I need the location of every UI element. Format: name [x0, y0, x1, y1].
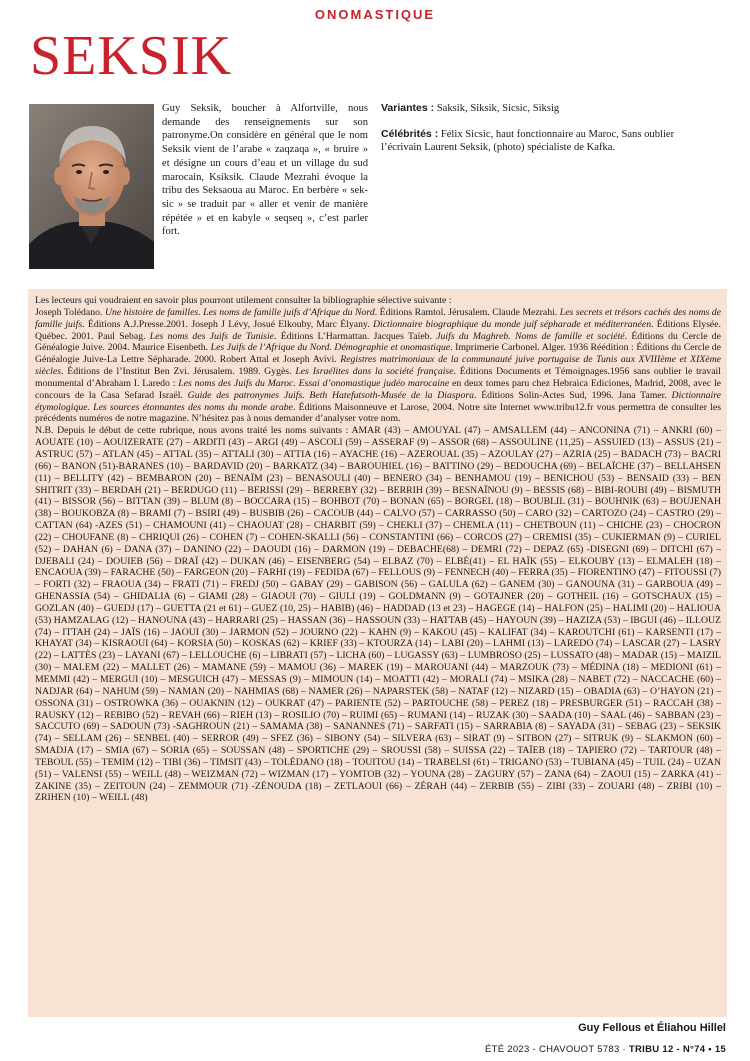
bib-title: Les secrets et trésors cachés des noms de famille juifs [35, 306, 722, 330]
bib-text: . Éditions Documents et Témoignages.1956 sans oublier le travail monumental d’Abraham I. Laredo : [35, 366, 721, 389]
bib-text: en deux tomes paru chez Hebraica Ediciones, Madrid, 2008, avec le concours de la Casa Sefarad Israël. [35, 377, 721, 401]
variants-line [381, 102, 716, 116]
bib-text: . Éditions L’Harmattan. Jacques Taïeb. [274, 330, 437, 342]
bib-title: Dictionnaire étymologique. Les sources étonnantes des noms du monde arabe [35, 389, 721, 413]
footer-magazine: TRIBU 12 - N°74 • 15 [628, 1044, 726, 1055]
celebrities-text: Félix Sicsic, haut fonctionnaire au Maroc, Sans oublier l’écrivain Laurent Seksik, (photo) spécialiste de Kafka. [381, 128, 675, 154]
bib-text: Joseph Tolédano. [35, 306, 105, 318]
bib-title: Les noms des Juifs de Tunisie [149, 330, 274, 342]
info-column [381, 102, 716, 167]
bib-text: . Éditions de l’Institut Ben Zvi. Jérusalem. 1989. Gygès. [61, 366, 296, 378]
bib-text: . Éditions Maisonneuve et Larose, 2004. Notre site Internet www.tribu12.fr vous permettra de consulter les précédents numéros de notre magazine. N’hésitez pas à nous demander d’analyser votre nom. [35, 401, 722, 425]
bib-text: . Éditions du Cercle de Généalogie Juive. 2004. Maurice Eisenbeth. [35, 330, 721, 354]
variants-label: Variantes : [381, 102, 435, 114]
section-kicker: ONOMASTIQUE [314, 7, 436, 22]
page-footer [485, 1044, 726, 1055]
bib-title: Les Juifs de l’Afrique du Nord. Démographie et onomastique [210, 342, 451, 354]
bib-title: Les noms des Juifs du Maroc. Essai d’onomastique judéo marocaine [178, 377, 450, 389]
portrait-photo [29, 104, 154, 269]
bib-text: . Éditions Elysée. Québec. 2001. Paul Sebag. [35, 318, 721, 342]
bib-title: Une histoire de familles. Les noms de famille juifs d’Afrique du Nord [104, 306, 375, 318]
bib-title: Les Israélites dans la société française [295, 366, 454, 378]
treated-names-list: N.B. Depuis le début de cette rubrique, nous avons traité les noms suivants : AMAR (43) – AMOUYAL (47) – AMSALLEM (44) – ANCONINA (71) – ANKRI (60) – AOUATE (10) – AOUIZERATE (27) – ARDITI (43) – ARGI (49) – ASCOLI (59) – ASSERAF (9) – ASSOR (68) – ASSOULINE (11,25) – ASSUIED (13) – ASSUS (21) – ASTRUC (57) – ATLAN (45) – ATTAL (35) – ATTALI (30) – ATTIA (16) – AYACHE (16) – AZEROUAL (35) – AZOULAY (27) – AZRIA (25) – BADACH (73) – BACRI (66) – BANON (51)-BARANES (10) – BARDAVID (20) – BARKATZ (34) – BAROUHIEL (16) – BATTINO (29) – BEDOUCHA (69) – BELAÏCHE (37) – BELLAHSEN (11) – BELLITY (42) – BEMBARON (20) – BENAÏM (23) – BENASOULI (40) – BENERO (34) – BENHAMOU (19) – BENICHOU (53) – BENSAID (33) – BEN SHITRIT (33) – BERDAH (21) – BERDUGO (11) – BERISSI (29) – BERREBY (32) – BERRIH (39) – BESNAÏNOU (9) – BESSIS (68) – BIBI-ROUBI (49) – BISMUTH (41) – BISSOR (56) – BITTAN (39) – BLUM (8) – BOCCARA (15) – BOHBOT (70) – BONAN (65) – BORGEL (18) – BOUBLIL (31) – BOUHNIK (63) – BOUJENAH (38) – BOUKOBZA (8) – BRAMI (7) – BSIRI (49) – BUSBIB (26) – CACOUB (44) – CALVO (57) – CARRASSO (50) – CARO (32) – CARTOZO (24) – CASTRO (29) – CATTAN (64) -AZES (51) – CHAMOUNI (41) – CHAOUAT (28) – CHARBIT (59) – CHEKLI (37) – CHEMLA (11) – CHETBOUN (11) – CHICHE (23) – CHOCRON (22) – CHOUFANE (8) – CHRIQUI (26) – COHEN (7) – COHEN-SKALLI (56) – CONSTANTINI (66) – CORCOS (27) – CREMISI (35) – CUKIERMAN (9) – CURIEL (52) – DAHAN (6) – DANA (37) – DANINO (22) – DAOUDI (16) – DARMON (19) – DEBACHE(68) – DEMRI (72) – DEPAZ (65) -DISEGNI (69) – DITCHI (67) – DJEBALI (24) – DOUIEB (56) – DRAÏ (42) – DUKAN (46) – EISENBERG (54) – ELBAZ (70) – ELBÉ(41) – EL HAÏK (55) – ELKOUBY (13) – ELMALEH (18) – ENCAOUA (39) – FARACHE (50) – FARGEON (20) – FARHI (19) – FEDIDA (67) – FELLOUS (9) – FENNECH (40) – FERRA (35) – FIORENTINO (47) – FITOUSSI (7) – FORTI (32) – FRAOUA (34) – FRATI (71) – FREDJ (50) – GABAY (29) – GABISON (56) – GALULA (62) – GANEM (30) – GANOUNA (31) – GARBOUA (49) – GHENASSIA (54) – GHIDALIA (6) – GIAMI (28) – GIAOUI (70) – GIULI (19) – GOLDMANN (9) – GOTAJNER (20) – GOTHEIL (16) – GOTSCHAUX (15) – GOZLAN (40) – GUEDJ (17) – GUETTA (21 et 61) – GUEZ (10, 25) – HABIB) (46) – HADDAD (13 et 23) – HAGEGE (14) – HALFON (25) – HALIMI (20) – HALIOUA (53) HAMZALAG (12) – HANOUNA (43) – HARRARI (25) – HASSAN (36) – HASSOUN (33) – HATTAB (45) – HAYOUN (39) – HAZIZA (53) – IBGUI (46) – ILLOUZ (74) – ITTAH (24) – JAÏS (16) – JAOUI (30) – JARMON (52) – JOURNO (22) – KAHN (9) – KAKOU (45) – KALIFAT (34) – KAROUTCHI (61) – KARSENTI (17) – KHAYAT (34) – KISRAOUI (64) – KORSIA (50) – KOSKAS (62) – KRIEF (33) – KTOURZA (14) – LABI (20) – LAHMI (13) – LAREDO (74) – LASCAR (27) – LASRY (22) – LATTÈS (23) – LAYANI (67) – LELLOUCHE (6) – LIBRATI (57) – LICHA (60) – LUGASSY (63) – LUMBROSO (25) – LUSSATO (48) – MADAR (15) – MAIZIL (30) – MALEM (22) – MALLET (26) – MAMANE (59) – MAMOU (36) – MAREK (19) – MAROUANI (44) – MARZOUK (73) – MÉDINA (18) – MEDIONI (61) – MEMMI (42) – MERGUI (10) – MESGUICH (47) – MESSAS (9) – MIMOUN (14) – MOATTI (42) – MORALI (74) – MSIKA (28) – NABET (72) – NACCACHE (60) – NADJAR (64) – NAHUM (59) – NAMAN (20) – NAHMIAS (68) – NAMER (26) – NAPARSTEK (58) – NATAF (12) – NIZARD (15) – OBADIA (63) – O’HAYON (21) – OSSONA (31) – OSTROWKA (36) – OUAKNIN (12) – OUKRAT (47) – PARIENTE (52) – PARTOUCHE (58) – PEREZ (18) – PRESBURGER (51) – RACCAH (38) – RAUSKY (12) – REBIBO (52) – REVAH (66) – RIEH (13) – ROSILIO (70) – RUIMI (65) – RUMANI (14) – RUZAK (30) – SAADA (10) – SAAL (46) – SABBAN (23) – SACCUTO (69) – SADOUN (73) -SAGHROUN (21) – SAMAMA (38) – SANANNES (71) – SARFATI (15) – SARRABIA (8) – SAYADA (31) – SEBAG (23) – SEKSIK (74) – SELLAM (26) – SENBEL (40) – SERROR (49) – SFEZ (36) – SIBONY (54) – SILVERA (63) – SIRAT (9) – SITBON (27) – SITRUK (9) – SLAKMON (60) – SMADJA (17) – SMIA (67) – SORIA (65) – SOUSSAN (48) – SPORTICHE (29) – SROUSSI (58) – SUISSA (22) – TAÏEB (18) – TAPIERO (72) – TARTOUR (48) – TEBOUL (55) – TEMIM (12) – TIBI (36) – TIMSIT (43) – TOLÉDANO (18) – TOUITOU (14) – TRABELSI (61) – TRIGANO (53) – TUBIANA (45) – TUIL (24) – UZAN (51) – VALENSI (55) – WEILL (48) – WEIZMAN (72) – WIZMAN (17) – YOMTOB (32) – YOUNA (28) – ZAGURY (57) – ZANA (64) – ZAOUI (15) – ZARKA (41) – ZAKINE (35) – ZEITOUN (24) – ZEMMOUR (71) -ZÉNOUDA (18) – ZETLAOUI (66) – ZÉRAH (44) – ZERBIB (55) – ZIBI (33) – ZOUARI (48) – ZRIBI (10) – ZRIHEN (10) – WEILL (48) [35, 425, 721, 804]
bib-text: . Imprimerie Carbonel. Alger. 1936 Réédition : Éditions du Cercle de Généalogie Juive-La Lettre Sépharade. 2000. Robert Attal et Joseph Avivi. [35, 342, 721, 366]
bibliography-box [28, 289, 727, 1017]
variants-text: Saksik, Siksik, Sicsic, Siksig [434, 103, 560, 114]
celebrities-label: Célébrités : [381, 127, 439, 140]
bibliography-list [35, 307, 721, 425]
intro-paragraph: Guy Seksik, boucher à Alfortville, nous demande des renseignements sur son patronyme.On considère en général que le nom Seksik vient de l’arabe « zaqzaqa », « bruire » et désigne un cours d’eau et un village du sud marocain, Ksiksik. Claude Mezrahi évoque la tribu des Seksaoua au Maroc. En berbère « sek-sic » se traduit par « aller et venir de manière répétée » et en kabyle « seqseq », c’est parler fort. [162, 103, 368, 238]
celebrities-line [381, 128, 716, 155]
bib-title: Juifs du Maghreb. Noms de famille et société [436, 330, 625, 342]
bib-title: Dictionnaire biographique du monde juif sépharade et méditerranéen [372, 318, 652, 330]
footer-issue: ÉTÉ 2023 - CHAVOUOT 5783 · [484, 1044, 629, 1055]
bib-text: . Éditions Ramtol. Jérusalem. Claude Mezrahi. [374, 306, 560, 318]
author-signature: Guy Fellous et Éliahou Hillel [578, 1022, 726, 1034]
portrait-illustration [29, 104, 154, 269]
bib-text: . Éditions A.J.Presse.2001. Joseph J Lévy, Josué Elkouby, Marc Élyany. [82, 318, 373, 330]
page-title: SEKSIK [30, 25, 233, 87]
bib-title: Guide des patronymes Juifs. Beth Hatefutsoth-Musée de la Diaspora [187, 389, 475, 401]
bib-text: . Éditions Solin-Actes Sud, 1996. Jana Tamer. [474, 389, 672, 401]
bib-title: Registres matrimoniaux de la communauté juive portugaise de Tunis aux XVIIIème et XIXème siècles [35, 354, 721, 378]
bibliography-intro: Les lecteurs qui voudraient en savoir plus pourront utilement consulter la bibliographie sélective suivante : [35, 295, 452, 306]
